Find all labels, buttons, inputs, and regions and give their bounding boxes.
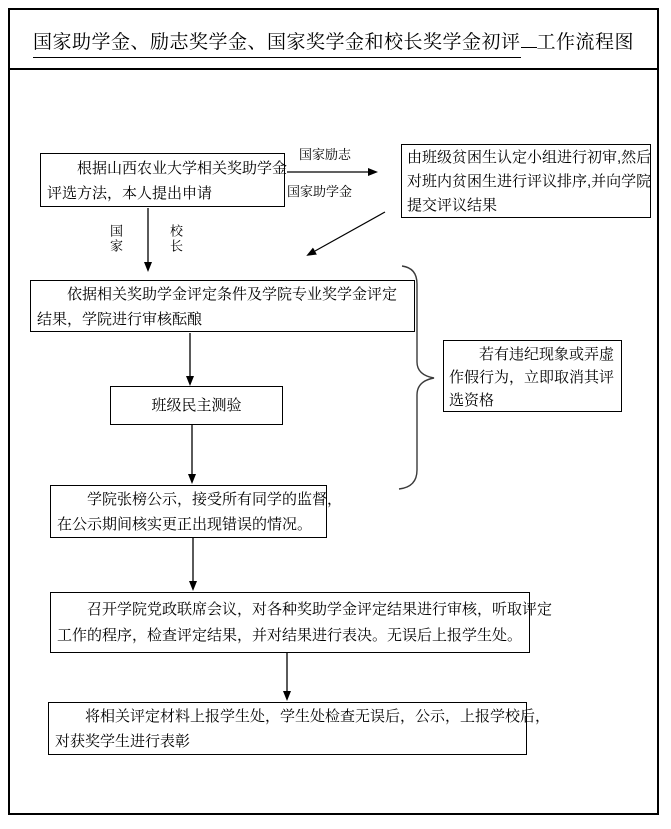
box-class-review [401,144,651,218]
title-suffix-text: 工作流程图 [536,32,635,53]
arrow-label-guojia-lizhi: 国家励志 [299,147,352,162]
box-publicity-line1: 学院张榜公示，接受所有同学的监督， [87,491,343,508]
box-report-upward [48,702,551,755]
box-joint-meeting-line2: 工作的程序，检查评定结果，并对结果进行表决。无误后上报学生处。 [57,627,523,644]
box-violation-note-line2: 作假行为，立即取消其评 [449,369,615,386]
box-violation-note-line3: 选资格 [449,392,495,409]
box-joint-meeting-line1: 召开学院党政联席会议，对各种奖助学金评定结果进行审核，听取评定 [87,601,553,618]
page-title [8,27,659,54]
box-joint-meeting [50,592,553,653]
title-underline-gap [521,43,537,48]
box-violation-note-line1: 若有违纪现象或弄虚 [479,346,615,363]
box-democratic-test [110,386,283,425]
box-publicity [50,485,343,538]
arrow-label-vertical-guojia: 国家 [108,224,123,254]
box-report-upward-line2: 对获奖学生进行表彰 [55,733,191,750]
box-college-audit-line2: 结果，学院进行审核酝酿 [37,311,203,328]
box-class-review-line2: 对班内贫困生进行评议排序,并向学院 [407,173,652,190]
box-class-review-line1: 由班级贫困生认定小组进行初审,然后 [407,149,652,166]
title-underlined-text: 国家助学金、励志奖学金、国家奖学金和校长奖学金初评 [33,32,521,58]
box-apply-line2: 评选方法，本人提出申请 [47,185,213,202]
box-democratic-test-line1: 班级民主测验 [151,397,242,414]
box-violation-note [443,340,622,412]
box-college-audit [30,280,415,332]
box-report-upward-line1: 将相关评定材料上报学生处，学生处检查无误后，公示，上报学校后， [85,708,551,725]
box-class-review-line3: 提交评议结果 [407,197,498,214]
arrow-label-guojia-zhuxuejin: 国家助学金 [287,184,353,199]
title-divider [10,68,657,70]
box-college-audit-line1: 依据相关奖助学金评定条件及学院专业奖学金评定 [67,286,398,303]
box-apply-line1: 根据山西农业大学相关奖助学金 [77,160,288,177]
box-publicity-line2: 在公示期间核实更正出现错误的情况。 [57,516,313,533]
arrow-label-vertical-xiaozhang: 校长 [168,224,183,254]
box-apply [40,153,288,207]
